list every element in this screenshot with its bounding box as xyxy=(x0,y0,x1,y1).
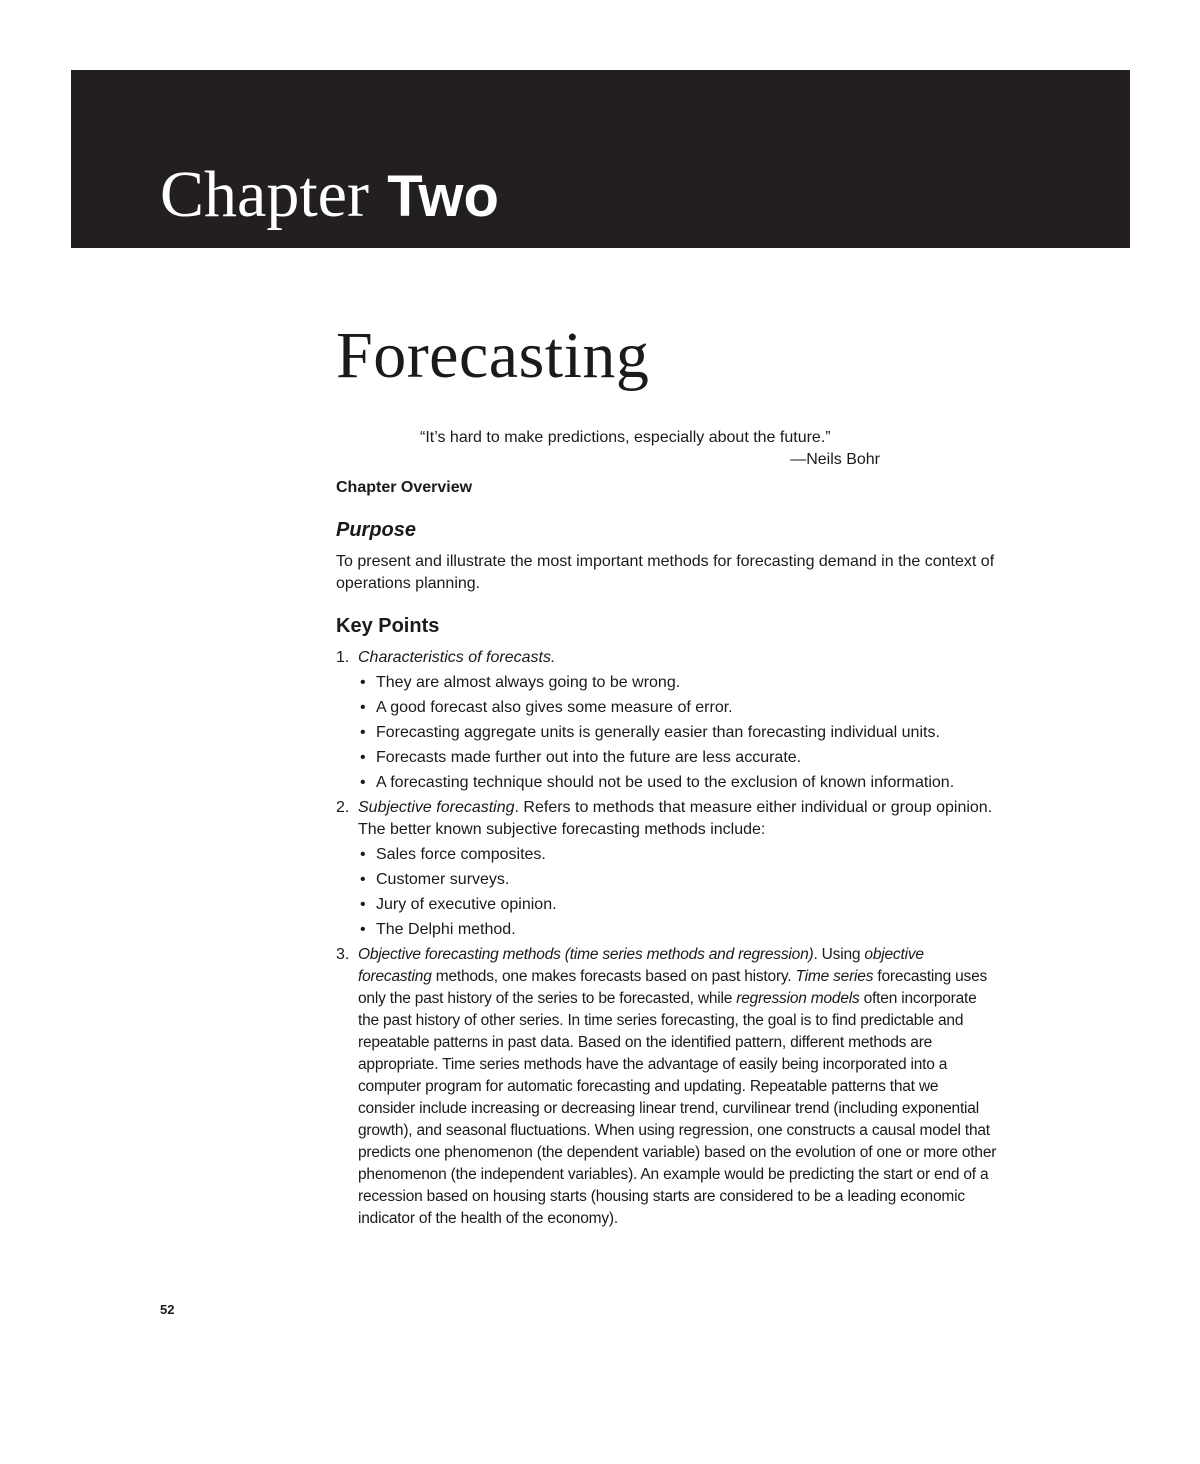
key-point-2 xyxy=(336,797,998,941)
key-points-list xyxy=(336,647,998,1230)
term-objective-forecasting: objective forecasting xyxy=(358,945,924,985)
point-body xyxy=(358,944,998,1230)
bullet-item: • Jury of executive opinion. xyxy=(358,894,998,916)
bullet-item: • A good forecast also gives some measure of error. xyxy=(358,697,998,719)
point-text: methods, one makes forecasts based on past history. xyxy=(431,967,796,985)
bullet-item: • A forecasting technique should not be used to the exclusion of known information. xyxy=(358,772,998,794)
purpose-text: To present and illustrate the most important methods for forecasting demand in the context of operations planning. xyxy=(336,552,995,592)
point-title: Characteristics of forecasts. xyxy=(358,648,556,666)
page-title: Forecasting xyxy=(336,319,650,392)
epigraph-quote: “It’s hard to make predictions, especially about the future.” xyxy=(420,428,831,446)
chapter-number: Two xyxy=(387,164,499,229)
chapter-banner xyxy=(71,70,1130,248)
term-time-series: Time series xyxy=(795,967,874,985)
bullet-list xyxy=(358,844,998,941)
chapter-overview-label: Chapter Overview xyxy=(336,478,473,496)
bullet-item: • They are almost always going to be wrong. xyxy=(358,672,998,694)
epigraph-author: —Neils Bohr xyxy=(790,450,880,468)
epigraph xyxy=(336,427,998,471)
point-text: often incorporate the past history of other series. In time series forecasting, the goal is to find predictable and repeatable patterns in past data. Based on the identified pattern, different methods are appropriate. Time series methods have the advantage of easily being incorporated into a computer program for automatic forecasting and updating. Repeatable patterns that we consider include increasing or decreasing linear trend, curvilinear trend (including exponential growth), and seasonal fluctuations. When using regression, one constructs a causal model that predicts one phenomenon (the dependent variable) based on the evolution of one or more other phenomenon (the independent variables). An example would be predicting the start or end of a recession based on housing starts (housing starts are considered to be a leading economic indicator of the health of the economy). xyxy=(358,989,997,1227)
bullet-list xyxy=(358,672,998,794)
point-text: . Refers to methods that measure either individual or group opinion. The better known subjective forecasting methods include: xyxy=(358,798,993,838)
chapter-word: Chapter xyxy=(160,158,369,231)
point-text: forecasting uses only the past history of the series to be forecasted, while xyxy=(358,967,988,1007)
point-title: Objective forecasting methods (time series methods and regression) xyxy=(358,945,814,963)
bullet-item: • Forecasts made further out into the future are less accurate. xyxy=(358,747,998,769)
point-number: 2. xyxy=(336,798,350,816)
point-title: Subjective forecasting xyxy=(358,798,515,816)
bullet-item: • Forecasting aggregate units is generally easier than forecasting individual units. xyxy=(358,722,998,744)
page-content xyxy=(336,320,998,1233)
key-points-heading: Key Points xyxy=(336,614,440,637)
chapter-title xyxy=(160,158,499,231)
bullet-item: • Customer surveys. xyxy=(358,869,998,891)
bullet-item: • The Delphi method. xyxy=(358,919,998,941)
page-number: 52 xyxy=(160,1302,175,1317)
key-point-1 xyxy=(336,647,998,794)
point-body xyxy=(358,797,998,841)
bullet-item: • Sales force composites. xyxy=(358,844,998,866)
key-point-3 xyxy=(336,944,998,1230)
point-body xyxy=(358,647,998,669)
point-number: 3. xyxy=(336,945,350,963)
point-text: . Using xyxy=(813,945,865,963)
purpose-heading: Purpose xyxy=(336,518,417,541)
point-number: 1. xyxy=(336,648,350,666)
term-regression-models: regression models xyxy=(736,989,860,1007)
